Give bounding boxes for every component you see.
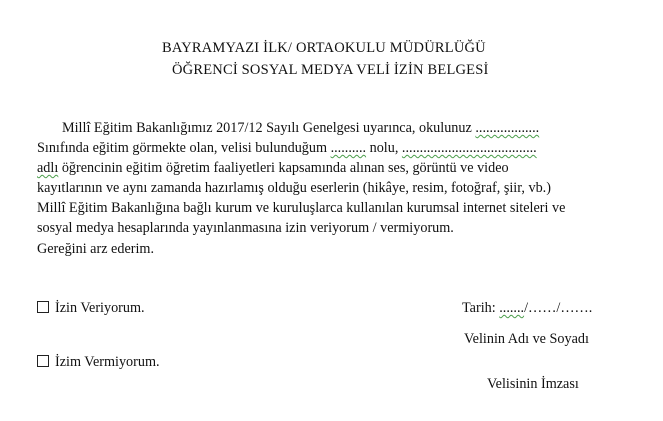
body-line-2-text-a: Sınıfında eğitim görmekte olan, velisi bulunduğum [37,140,328,156]
deny-label: İzim Vermiyorum. [55,354,160,370]
body-line-3-word: adlı [37,160,59,176]
body-line-3-text: öğrencinin eğitim öğretim faaliyetleri kapsamında alınan ses, görüntü ve video [58,160,509,176]
body-line-3 [37,160,509,177]
class-number-blank[interactable]: .......... [330,140,367,156]
parent-name-label: Velinin Adı ve Soyadı [464,331,589,347]
body-line-2 [37,140,537,157]
document-title: ÖĞRENCİ SOSYAL MEDYA VELİ İZİN BELGESİ [172,62,489,78]
body-line-1-text: Millî Eğitim Bakanlığımız 2017/12 Sayılı Genelgesi uyarınca, okulunuz [62,120,472,136]
allow-option[interactable] [37,300,145,317]
body-line-5: Millî Eğitim Bakanlığına bağlı kurum ve kuruluşlarca kullanılan kurumsal internet siteleri ve [37,200,566,216]
date-rest-blank[interactable]: /……/……. [524,300,593,316]
allow-label: İzin Veriyorum. [55,300,145,316]
allow-checkbox[interactable] [37,301,49,313]
body-line-6: sosyal medya hesaplarında yayınlanmasına izin veriyorum / vermiyorum. [37,220,454,236]
signature-label: Velisinin İmzası [487,376,579,392]
school-name-blank[interactable]: .................. [475,120,540,136]
date-day-blank[interactable]: ....... [499,300,525,316]
date-field [462,300,592,317]
deny-checkbox[interactable] [37,355,49,367]
body-line-7: Gereğini arz ederim. [37,241,154,257]
deny-option[interactable] [37,354,160,371]
school-directorate-title: BAYRAMYAZI İLK/ ORTAOKULU MÜDÜRLÜĞÜ [162,40,486,56]
student-name-blank[interactable]: ...................................... [401,140,537,156]
body-line-4: kayıtlarının ve aynı zamanda hazırlamış olduğu eserlerin (hikâye, resim, fotoğraf, şiir, vb.) [37,180,551,196]
date-label: Tarih: [462,300,496,316]
body-line-1 [62,120,539,137]
body-line-2-text-b: nolu, [369,140,399,156]
